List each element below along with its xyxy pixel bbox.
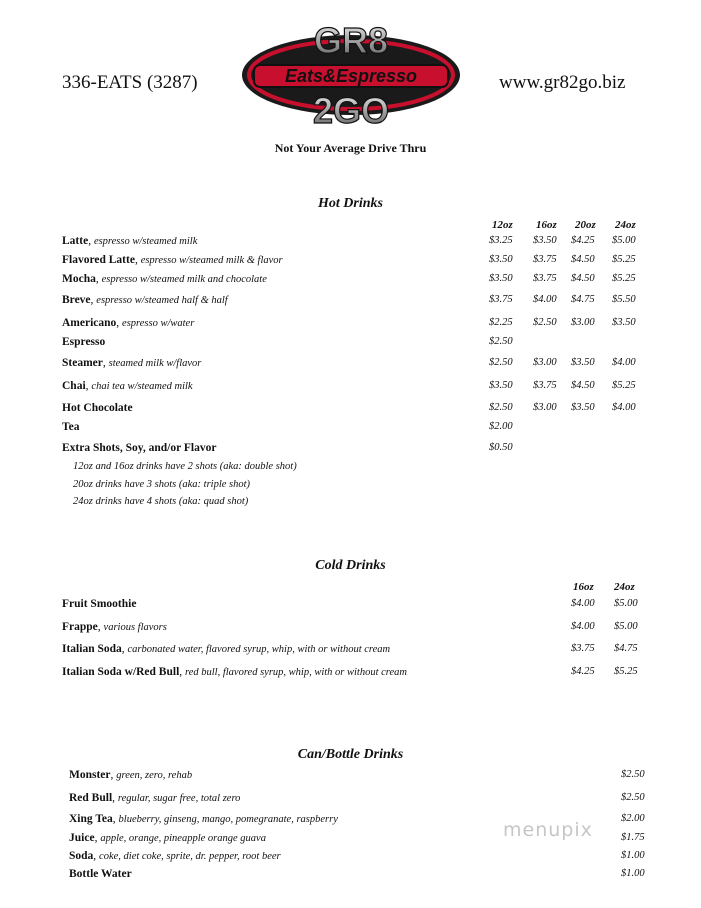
- menu-item-row: Mocha, espresso w/steamed milk and chocolate $3.50 $3.75 $4.50 $5.25: [62, 273, 636, 285]
- item-price: $4.00: [612, 402, 636, 413]
- item-name: Tea: [62, 421, 80, 433]
- logo-bottom-text: 2GO: [312, 90, 390, 131]
- item-price: $3.00: [533, 357, 557, 368]
- item-price: $2.50: [489, 402, 513, 413]
- item-price: $5.00: [614, 598, 638, 609]
- menu-item-row: [62, 336, 652, 354]
- item-name: Steamer: [62, 357, 103, 369]
- item-description: espresso w/steamed milk: [93, 236, 198, 247]
- item-price: $2.50: [533, 317, 557, 328]
- menu-item-row: [62, 421, 652, 439]
- menu-item-row: Latte, espresso w/steamed milk $3.25 $3.50 $4.25 $5.00: [62, 235, 636, 247]
- item-description: red bull, flavored syrup, whip, with or without cream: [185, 667, 407, 678]
- item-price: $1.75: [621, 832, 645, 843]
- menu-item-row: [62, 442, 652, 460]
- item-name: Chai: [62, 380, 86, 392]
- logo-top-text: GR8: [313, 20, 389, 61]
- menu-item-row: Italian Soda, carbonated water, flavored syrup, whip, with or without cream $3.75 $4.75: [62, 643, 638, 655]
- item-price: $3.25: [489, 235, 513, 246]
- item-price: $4.50: [571, 273, 595, 284]
- size-label: 12oz: [492, 219, 513, 231]
- item-name: Hot Chocolate: [62, 402, 133, 414]
- menu-item-row: [69, 868, 659, 886]
- shot-note: 24oz drinks have 4 shots (aka: quad shot): [73, 496, 249, 507]
- item-price: $4.75: [571, 294, 595, 305]
- tagline: Not Your Average Drive Thru: [274, 141, 427, 155]
- shot-note: 20oz drinks have 3 shots (aka: triple shot): [73, 479, 251, 490]
- menu-item-row: Red Bull, regular, sugar free, total zero $2.50: [69, 792, 645, 804]
- item-description: espresso w/steamed half & half: [96, 295, 228, 306]
- size-label: 24oz: [615, 219, 636, 231]
- item-price: $3.75: [533, 273, 557, 284]
- item-price: $4.25: [571, 235, 595, 246]
- item-price: $3.75: [489, 294, 513, 305]
- item-name: Italian Soda w/Red Bull: [62, 666, 180, 678]
- item-price: $4.00: [571, 598, 595, 609]
- item-price: $3.75: [571, 643, 595, 654]
- item-name: Mocha: [62, 273, 96, 285]
- item-price: $5.50: [612, 294, 636, 305]
- item-description: espresso w/steamed milk and chocolate: [101, 274, 267, 285]
- item-description: blueberry, ginseng, mango, pomegranate, raspberry: [118, 814, 338, 825]
- item-name: Soda: [69, 850, 94, 862]
- hot-drinks-title: Hot Drinks: [318, 196, 383, 211]
- item-price: $2.50: [489, 357, 513, 368]
- item-description: carbonated water, flavored syrup, whip, with or without cream: [127, 644, 391, 655]
- item-price: $3.75: [533, 380, 557, 391]
- item-price: $3.50: [571, 357, 595, 368]
- item-price: $3.50: [571, 402, 595, 413]
- menu-item-row: Steamer, steamed milk w/flavor $2.50 $3.00 $3.50 $4.00: [62, 357, 636, 369]
- shot-note: 12oz and 16oz drinks have 2 shots (aka: double shot): [73, 461, 297, 472]
- item-price: $5.25: [612, 254, 636, 265]
- item-price: $5.25: [614, 666, 638, 677]
- item-name: Red Bull: [69, 792, 113, 804]
- cold-drinks-title: Cold Drinks: [315, 558, 386, 573]
- item-name: Bottle Water: [69, 868, 132, 880]
- item-price: $2.50: [489, 336, 513, 347]
- item-price: $3.00: [533, 402, 557, 413]
- logo-middle-text: Eats&Espresso: [284, 66, 418, 86]
- size-label: 16oz: [573, 581, 594, 593]
- item-description: steamed milk w/flavor: [108, 358, 202, 369]
- item-price: $3.50: [533, 235, 557, 246]
- item-description: espresso w/water: [122, 318, 195, 329]
- item-name: Juice: [69, 832, 95, 844]
- item-price: $4.25: [571, 666, 595, 677]
- item-description: green, zero, rehab: [116, 770, 193, 781]
- item-price: $2.25: [489, 317, 513, 328]
- item-name: Italian Soda: [62, 643, 122, 655]
- item-name: Extra Shots, Soy, and/or Flavor: [62, 442, 217, 454]
- item-price: $4.75: [614, 643, 638, 654]
- menu-item-row: Xing Tea, blueberry, ginseng, mango, pomegranate, raspberry $2.00: [69, 813, 645, 825]
- item-price: $5.00: [612, 235, 636, 246]
- item-price: $2.00: [621, 813, 645, 824]
- item-name: Xing Tea: [69, 813, 113, 825]
- item-price: $1.00: [621, 868, 645, 879]
- item-price: $2.50: [621, 769, 645, 780]
- menu-item-row: Flavored Latte, espresso w/steamed milk & flavor $3.50 $3.75 $4.50 $5.25: [62, 254, 636, 266]
- item-price: $5.00: [614, 621, 638, 632]
- menu-item-row: Soda, coke, diet coke, sprite, dr. pepper, root beer $1.00: [69, 850, 645, 862]
- menu-item-row: Americano, espresso w/water $2.25 $2.50 $3.00 $3.50: [62, 317, 636, 329]
- item-name: Americano: [62, 317, 117, 329]
- menu-item-row: Breve, espresso w/steamed half & half $3.75 $4.00 $4.75 $5.50: [62, 294, 636, 306]
- item-price: $3.50: [489, 380, 513, 391]
- item-price: $3.75: [533, 254, 557, 265]
- item-price: $5.25: [612, 380, 636, 391]
- size-label: 16oz: [536, 219, 557, 231]
- item-price: $4.00: [612, 357, 636, 368]
- item-price: $4.00: [533, 294, 557, 305]
- phone-number: 336-EATS (3287): [62, 72, 198, 93]
- item-price: $4.50: [571, 254, 595, 265]
- item-description: chai tea w/steamed milk: [91, 381, 193, 392]
- item-description: espresso w/steamed milk & flavor: [140, 255, 283, 266]
- item-name: Flavored Latte: [62, 254, 135, 266]
- item-price: $3.50: [489, 273, 513, 284]
- size-label: 20oz: [575, 219, 596, 231]
- item-price: $2.00: [489, 421, 513, 432]
- item-name: Monster: [69, 769, 111, 781]
- item-price: $3.00: [571, 317, 595, 328]
- hot-drinks-size-header: [0, 219, 701, 233]
- item-price: $4.00: [571, 621, 595, 632]
- item-description: coke, diet coke, sprite, dr. pepper, root beer: [99, 851, 281, 862]
- menu-item-row: Monster, green, zero, rehab $2.50: [69, 769, 645, 781]
- item-name: Fruit Smoothie: [62, 598, 137, 610]
- item-name: Breve: [62, 294, 91, 306]
- menu-item-row: Italian Soda w/Red Bull, red bull, flavored syrup, whip, with or without cream $4.25 $5.25: [62, 666, 638, 678]
- size-label: 24oz: [614, 581, 635, 593]
- gr8-2go-logo: [240, 19, 462, 131]
- item-price: $4.50: [571, 380, 595, 391]
- menu-item-row: Frappe, various flavors $4.00 $5.00: [62, 621, 638, 633]
- item-description: apple, orange, pineapple orange guava: [100, 833, 266, 844]
- item-price: $2.50: [621, 792, 645, 803]
- item-description: various flavors: [103, 622, 167, 633]
- item-price: $5.25: [612, 273, 636, 284]
- item-description: regular, sugar free, total zero: [117, 793, 241, 804]
- item-name: Frappe: [62, 621, 98, 633]
- cold-drinks-size-header: [0, 581, 701, 595]
- menu-item-row: [62, 402, 652, 420]
- item-price: $3.50: [489, 254, 513, 265]
- menupix-watermark: menupix: [503, 819, 593, 841]
- can-bottle-drinks-title: Can/Bottle Drinks: [297, 747, 404, 762]
- menu-item-row: Juice, apple, orange, pineapple orange guava $1.75: [69, 832, 645, 844]
- website-url: www.gr82go.biz: [499, 72, 626, 93]
- item-price: $3.50: [612, 317, 636, 328]
- item-name: Latte: [62, 235, 89, 247]
- menu-item-row: Chai, chai tea w/steamed milk $3.50 $3.75 $4.50 $5.25: [62, 380, 636, 392]
- item-price: $1.00: [621, 850, 645, 861]
- item-name: Espresso: [62, 336, 106, 348]
- menu-item-row: [62, 598, 652, 616]
- item-price: $0.50: [489, 442, 513, 453]
